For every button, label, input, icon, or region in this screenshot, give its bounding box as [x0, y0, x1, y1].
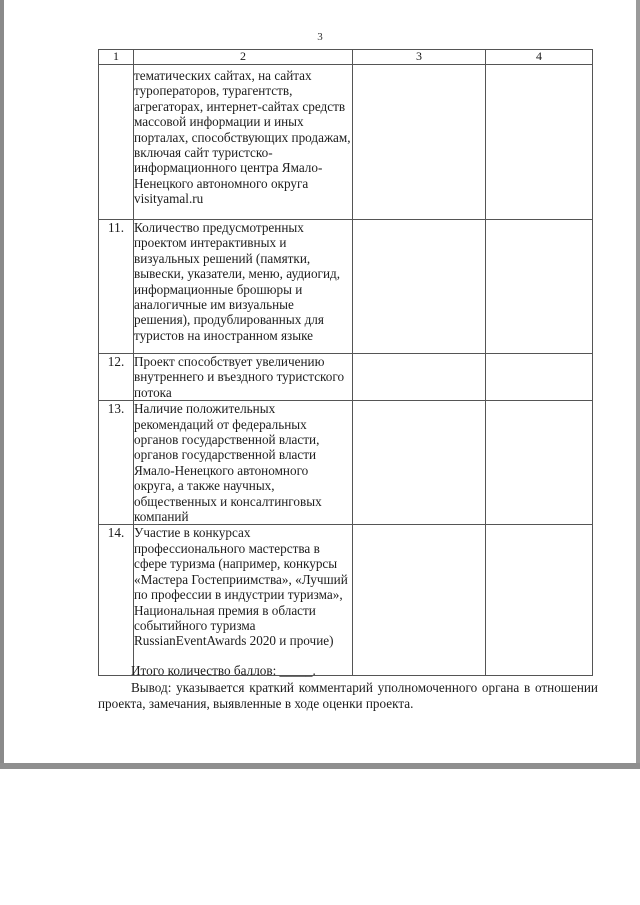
- total-score-line: Итого количество баллов: _____.: [131, 663, 316, 678]
- score-cell-col3: [353, 65, 486, 220]
- score-cell-col3: [353, 401, 486, 525]
- header-col-3: 3: [353, 50, 486, 65]
- row-number: 12.: [99, 354, 134, 401]
- header-col-4: 4: [486, 50, 593, 65]
- score-cell-col3: [353, 354, 486, 401]
- criterion-text: Наличие положительных рекомендаций от федеральных органов государственной власти, органов государственной власти Ямало-Ненецкого автономного округа, а также научных, общественных и консалтинговых компаний: [134, 401, 353, 525]
- table-header-row: [99, 50, 593, 65]
- table-row: [99, 401, 593, 525]
- score-cell-col4: [486, 65, 593, 220]
- page-number: 3: [317, 31, 323, 43]
- score-cell-col3: [353, 220, 486, 354]
- scan-edge-left: [0, 0, 4, 767]
- scan-edge-bottom: [0, 763, 640, 769]
- criterion-text: тематических сайтах, на сайтах туроператоров, турагентств, агрегаторах, интернет-сайтах средств массовой информации и иных порталах, способствующих продажам, включая сайт туристско-информационного центра Ямало-Ненецкого автономного округа visityamal.ru: [134, 65, 353, 220]
- scan-edge-right: [636, 0, 640, 767]
- score-cell-col4: [486, 525, 593, 676]
- score-cell-col4: [486, 354, 593, 401]
- criterion-text: Количество предусмотренных проектом интерактивных и визуальных решений (памятки, вывески, указатели, меню, аудиогид, информационные брошюры и аналогичные им визуальные решения), продублированных для туристов на иностранном языке: [134, 220, 353, 354]
- score-cell-col4: [486, 220, 593, 354]
- table-row: [99, 525, 593, 676]
- table-row: [99, 65, 593, 220]
- row-number: [99, 65, 134, 220]
- criterion-text: Проект способствует увеличению внутреннего и въездного туристского потока: [134, 354, 353, 401]
- header-col-1: 1: [99, 50, 134, 65]
- header-col-2: 2: [134, 50, 353, 65]
- row-number: 14.: [99, 525, 134, 676]
- row-number: 11.: [99, 220, 134, 354]
- score-cell-col4: [486, 401, 593, 525]
- row-number: 13.: [99, 401, 134, 525]
- evaluation-table: [98, 49, 593, 676]
- score-cell-col3: [353, 525, 486, 676]
- conclusion-paragraph: Вывод: указывается краткий комментарий уполномоченного органа в отношении проекта, замечания, выявленные в ходе оценки проекта.: [98, 680, 598, 711]
- table-row: [99, 354, 593, 401]
- table-row: [99, 220, 593, 354]
- criterion-text: Участие в конкурсах профессионального мастерства в сфере туризма (например, конкурсы «Мастера Гостеприимства», «Лучший по профессии в индустрии туризма», Национальная премия в области событийного туризма RussianEventAwards 2020 и прочие): [134, 525, 353, 676]
